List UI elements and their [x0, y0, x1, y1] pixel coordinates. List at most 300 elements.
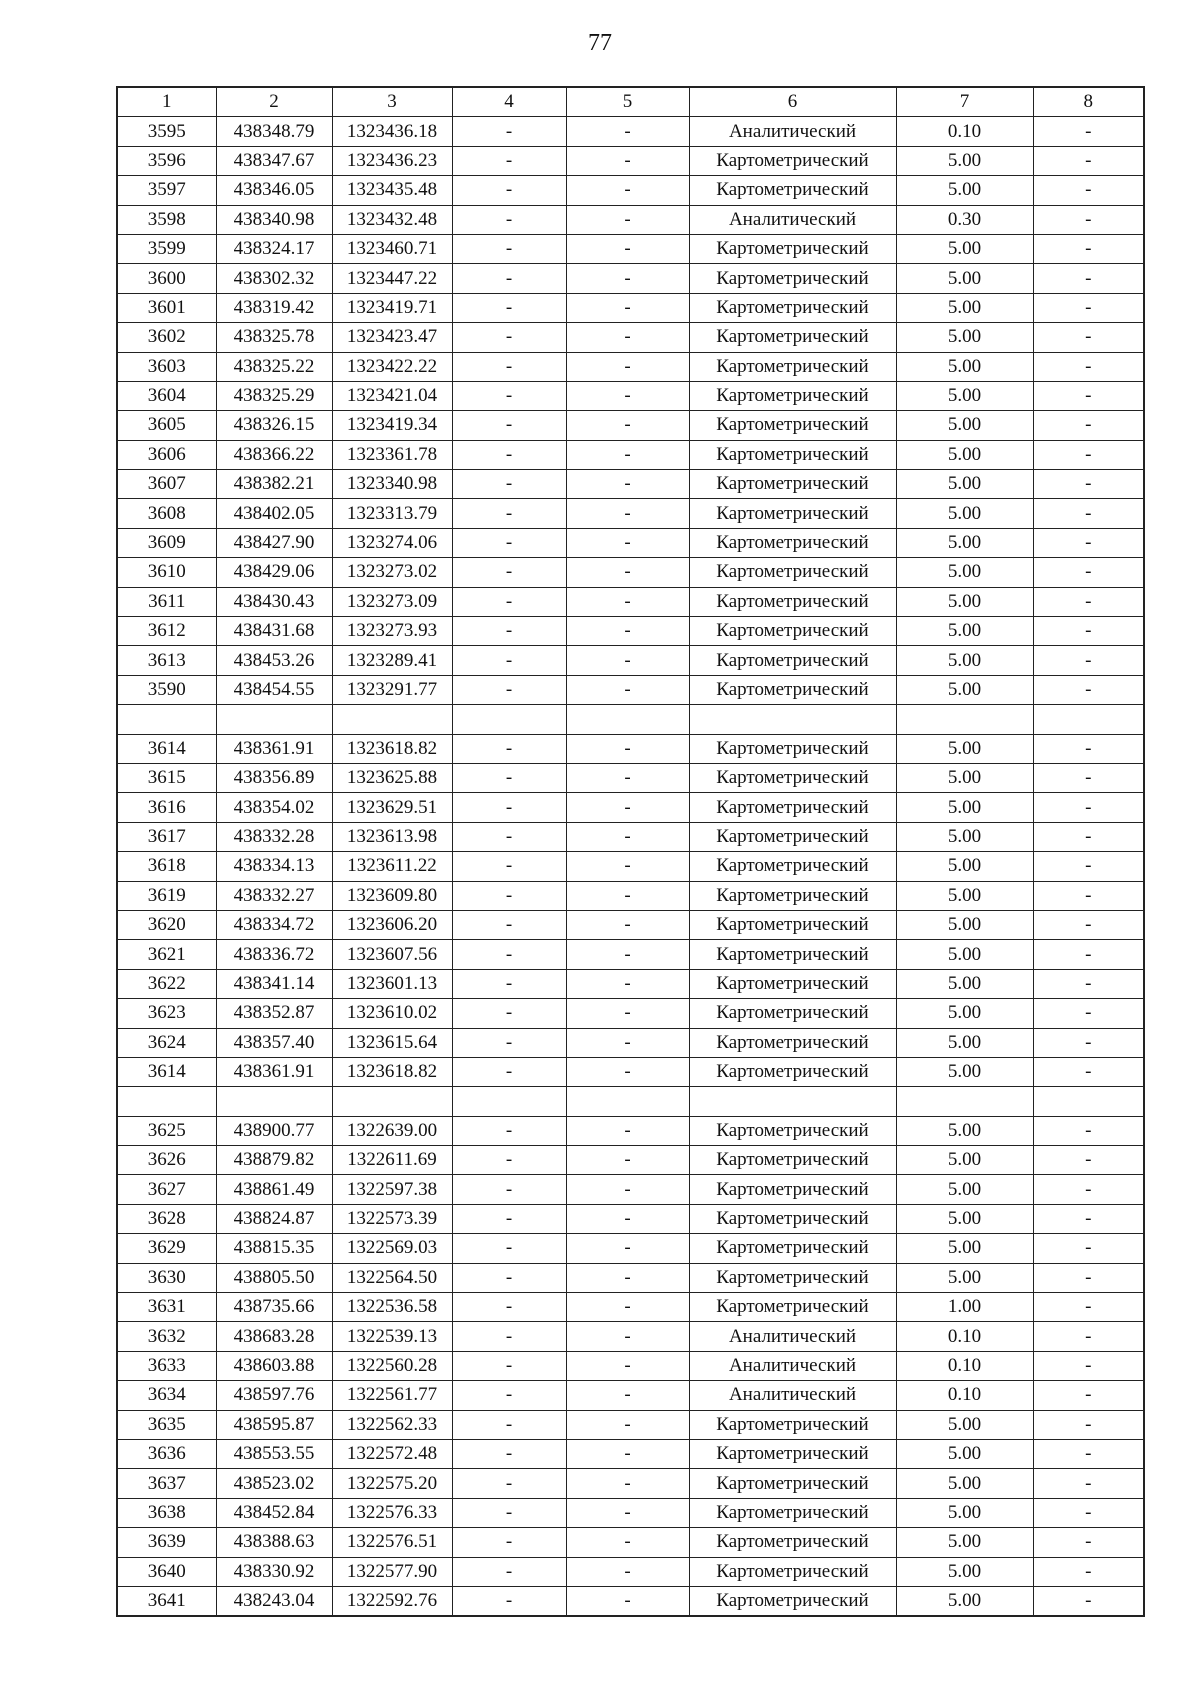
coordinates-table: [116, 86, 1145, 1617]
cell-coord-y: 1323460.71: [332, 234, 452, 263]
table-row: [117, 234, 1144, 263]
cell-point-number: 3617: [117, 822, 216, 851]
cell-col-8: -: [1033, 381, 1144, 410]
cell-col-8: -: [1033, 969, 1144, 998]
cell-coord-y: [332, 705, 452, 734]
cell-point-number: [117, 1087, 216, 1116]
cell-method: Картометрический: [689, 881, 896, 910]
cell-col-4: -: [452, 1028, 566, 1057]
cell-method: Картометрический: [689, 146, 896, 175]
cell-col-4: -: [452, 323, 566, 352]
cell-coord-x: 438336.72: [216, 940, 332, 969]
table-row: [117, 763, 1144, 792]
cell-col-8: -: [1033, 793, 1144, 822]
cell-col-8: -: [1033, 176, 1144, 205]
cell-accuracy: 5.00: [896, 734, 1033, 763]
cell-col-5: -: [566, 852, 689, 881]
cell-coord-y: 1322576.33: [332, 1498, 452, 1527]
table-row: [117, 558, 1144, 587]
cell-col-5: -: [566, 381, 689, 410]
cell-col-4: -: [452, 646, 566, 675]
cell-col-5: -: [566, 323, 689, 352]
cell-point-number: 3598: [117, 205, 216, 234]
cell-col-4: -: [452, 1557, 566, 1586]
cell-accuracy: 5.00: [896, 440, 1033, 469]
cell-col-8: -: [1033, 146, 1144, 175]
cell-point-number: 3597: [117, 176, 216, 205]
cell-coord-y: 1322569.03: [332, 1234, 452, 1263]
cell-accuracy: 5.00: [896, 381, 1033, 410]
cell-col-8: -: [1033, 1293, 1144, 1322]
table-row: [117, 1116, 1144, 1145]
cell-coord-y: 1323423.47: [332, 323, 452, 352]
cell-col-5: -: [566, 734, 689, 763]
cell-coord-x: 438805.50: [216, 1263, 332, 1292]
cell-col-8: -: [1033, 881, 1144, 910]
cell-coord-x: 438332.27: [216, 881, 332, 910]
cell-col-8: -: [1033, 205, 1144, 234]
table-row: [117, 176, 1144, 205]
cell-coord-x: 438334.13: [216, 852, 332, 881]
cell-coord-x: 438427.90: [216, 528, 332, 557]
cell-method: Картометрический: [689, 1469, 896, 1498]
cell-col-8: -: [1033, 1263, 1144, 1292]
cell-accuracy: [896, 705, 1033, 734]
cell-coord-x: 438366.22: [216, 440, 332, 469]
cell-col-4: [452, 1087, 566, 1116]
cell-accuracy: 0.10: [896, 1351, 1033, 1380]
cell-coord-x: 438354.02: [216, 793, 332, 822]
cell-col-5: [566, 705, 689, 734]
cell-col-5: -: [566, 234, 689, 263]
cell-col-5: -: [566, 881, 689, 910]
cell-coord-x: 438346.05: [216, 176, 332, 205]
cell-col-5: -: [566, 146, 689, 175]
cell-col-8: -: [1033, 1234, 1144, 1263]
cell-coord-y: 1322536.58: [332, 1293, 452, 1322]
cell-method: Картометрический: [689, 940, 896, 969]
cell-point-number: 3590: [117, 675, 216, 704]
cell-col-4: -: [452, 1293, 566, 1322]
cell-accuracy: 5.00: [896, 558, 1033, 587]
cell-coord-y: 1323432.48: [332, 205, 452, 234]
cell-point-number: 3610: [117, 558, 216, 587]
cell-col-4: -: [452, 1175, 566, 1204]
table-row: [117, 117, 1144, 146]
cell-coord-y: 1323613.98: [332, 822, 452, 851]
cell-col-8: -: [1033, 528, 1144, 557]
cell-col-8: -: [1033, 1528, 1144, 1557]
cell-col-5: -: [566, 499, 689, 528]
cell-accuracy: 5.00: [896, 293, 1033, 322]
cell-col-8: -: [1033, 675, 1144, 704]
table-row: [117, 1028, 1144, 1057]
cell-coord-x: 438357.40: [216, 1028, 332, 1057]
cell-col-4: -: [452, 528, 566, 557]
cell-method: Картометрический: [689, 763, 896, 792]
cell-accuracy: 5.00: [896, 881, 1033, 910]
table-row: [117, 1498, 1144, 1527]
table-row: [117, 881, 1144, 910]
cell-method: Картометрический: [689, 587, 896, 616]
cell-coord-x: 438334.72: [216, 910, 332, 939]
cell-coord-y: 1323436.18: [332, 117, 452, 146]
table-row: [117, 969, 1144, 998]
cell-point-number: 3615: [117, 763, 216, 792]
cell-method: Аналитический: [689, 1322, 896, 1351]
cell-coord-y: 1323615.64: [332, 1028, 452, 1057]
cell-col-4: -: [452, 1234, 566, 1263]
cell-col-4: -: [452, 381, 566, 410]
cell-coord-y: 1323274.06: [332, 528, 452, 557]
cell-col-5: -: [566, 264, 689, 293]
cell-col-8: -: [1033, 617, 1144, 646]
table-row: [117, 205, 1144, 234]
cell-coord-x: 438453.26: [216, 646, 332, 675]
cell-col-8: -: [1033, 1116, 1144, 1145]
cell-col-4: -: [452, 881, 566, 910]
cell-col-8: -: [1033, 352, 1144, 381]
cell-accuracy: 5.00: [896, 1057, 1033, 1086]
cell-point-number: 3596: [117, 146, 216, 175]
cell-method: Картометрический: [689, 1028, 896, 1057]
cell-col-5: -: [566, 205, 689, 234]
cell-col-8: -: [1033, 1204, 1144, 1233]
cell-col-4: -: [452, 763, 566, 792]
table-row: [117, 1293, 1144, 1322]
cell-coord-y: 1322564.50: [332, 1263, 452, 1292]
cell-col-4: -: [452, 499, 566, 528]
cell-point-number: 3625: [117, 1116, 216, 1145]
cell-coord-y: 1323610.02: [332, 999, 452, 1028]
header-cell-6: 6: [689, 87, 896, 117]
cell-point-number: 3600: [117, 264, 216, 293]
cell-col-8: -: [1033, 1498, 1144, 1527]
cell-method: Картометрический: [689, 234, 896, 263]
cell-coord-x: 438326.15: [216, 411, 332, 440]
table-row: [117, 499, 1144, 528]
table-separator-row: [117, 705, 1144, 734]
cell-point-number: 3632: [117, 1322, 216, 1351]
cell-col-8: -: [1033, 1410, 1144, 1439]
cell-coord-x: 438347.67: [216, 146, 332, 175]
cell-point-number: 3621: [117, 940, 216, 969]
cell-method: Картометрический: [689, 617, 896, 646]
cell-coord-y: 1322573.39: [332, 1204, 452, 1233]
cell-coord-y: [332, 1087, 452, 1116]
page-number: 77: [588, 30, 612, 56]
cell-point-number: 3603: [117, 352, 216, 381]
cell-col-4: -: [452, 910, 566, 939]
cell-col-4: -: [452, 587, 566, 616]
cell-col-4: -: [452, 176, 566, 205]
cell-coord-y: 1323436.23: [332, 146, 452, 175]
cell-col-4: -: [452, 1586, 566, 1616]
table-row: [117, 793, 1144, 822]
table-row: [117, 1234, 1144, 1263]
cell-coord-y: 1323618.82: [332, 1057, 452, 1086]
cell-method: Картометрический: [689, 1057, 896, 1086]
cell-col-4: -: [452, 411, 566, 440]
cell-col-4: -: [452, 1116, 566, 1145]
cell-coord-x: [216, 705, 332, 734]
cell-method: Аналитический: [689, 1381, 896, 1410]
cell-col-8: -: [1033, 1381, 1144, 1410]
cell-col-4: -: [452, 999, 566, 1028]
cell-col-5: -: [566, 411, 689, 440]
cell-coord-x: 438330.92: [216, 1557, 332, 1586]
cell-coord-x: 438454.55: [216, 675, 332, 704]
cell-coord-x: 438900.77: [216, 1116, 332, 1145]
cell-coord-y: 1322592.76: [332, 1586, 452, 1616]
cell-coord-y: 1323601.13: [332, 969, 452, 998]
cell-point-number: 3619: [117, 881, 216, 910]
cell-coord-y: 1323611.22: [332, 852, 452, 881]
cell-col-4: -: [452, 205, 566, 234]
cell-point-number: 3630: [117, 1263, 216, 1292]
cell-col-5: -: [566, 1557, 689, 1586]
cell-point-number: 3618: [117, 852, 216, 881]
cell-point-number: 3604: [117, 381, 216, 410]
cell-accuracy: 5.00: [896, 1498, 1033, 1527]
cell-col-8: -: [1033, 852, 1144, 881]
cell-method: Картометрический: [689, 1204, 896, 1233]
cell-col-5: -: [566, 293, 689, 322]
table-row: [117, 617, 1144, 646]
cell-col-8: -: [1033, 293, 1144, 322]
cell-col-8: -: [1033, 587, 1144, 616]
table-header: [117, 87, 1144, 117]
cell-coord-x: 438341.14: [216, 969, 332, 998]
cell-accuracy: 5.00: [896, 1528, 1033, 1557]
cell-accuracy: 5.00: [896, 411, 1033, 440]
cell-col-8: -: [1033, 763, 1144, 792]
table-row: [117, 734, 1144, 763]
cell-col-5: -: [566, 940, 689, 969]
cell-col-8: -: [1033, 646, 1144, 675]
cell-method: Картометрический: [689, 470, 896, 499]
cell-method: Картометрический: [689, 1410, 896, 1439]
cell-col-4: -: [452, 1498, 566, 1527]
table-row: [117, 1351, 1144, 1380]
cell-coord-x: 438861.49: [216, 1175, 332, 1204]
table-row: [117, 1057, 1144, 1086]
cell-col-4: -: [452, 440, 566, 469]
cell-col-5: -: [566, 1116, 689, 1145]
cell-accuracy: 5.00: [896, 1263, 1033, 1292]
cell-point-number: [117, 705, 216, 734]
cell-col-8: -: [1033, 734, 1144, 763]
table-row: [117, 587, 1144, 616]
cell-col-4: -: [452, 969, 566, 998]
table-row: [117, 264, 1144, 293]
table-row: [117, 323, 1144, 352]
cell-col-8: -: [1033, 1557, 1144, 1586]
cell-col-4: -: [452, 1469, 566, 1498]
cell-col-4: -: [452, 1204, 566, 1233]
cell-coord-y: 1323340.98: [332, 470, 452, 499]
cell-col-5: -: [566, 999, 689, 1028]
cell-accuracy: 5.00: [896, 852, 1033, 881]
cell-col-8: -: [1033, 1028, 1144, 1057]
cell-coord-y: 1322576.51: [332, 1528, 452, 1557]
cell-coord-y: 1322572.48: [332, 1439, 452, 1468]
table-row: [117, 411, 1144, 440]
header-cell-1: 1: [117, 87, 216, 117]
table-row: [117, 1410, 1144, 1439]
cell-col-5: -: [566, 969, 689, 998]
cell-coord-x: 438553.55: [216, 1439, 332, 1468]
cell-accuracy: 5.00: [896, 1204, 1033, 1233]
cell-coord-y: 1322577.90: [332, 1557, 452, 1586]
cell-coord-x: 438597.76: [216, 1381, 332, 1410]
cell-col-5: -: [566, 1439, 689, 1468]
cell-coord-y: 1323273.09: [332, 587, 452, 616]
cell-accuracy: 5.00: [896, 940, 1033, 969]
cell-col-4: -: [452, 1381, 566, 1410]
cell-accuracy: 5.00: [896, 1234, 1033, 1263]
table-row: [117, 1263, 1144, 1292]
cell-point-number: 3629: [117, 1234, 216, 1263]
cell-method: [689, 1087, 896, 1116]
table-row: [117, 470, 1144, 499]
cell-col-8: -: [1033, 117, 1144, 146]
cell-col-5: [566, 1087, 689, 1116]
table-row: [117, 293, 1144, 322]
cell-coord-y: 1323419.34: [332, 411, 452, 440]
cell-method: Картометрический: [689, 910, 896, 939]
table-row: [117, 1586, 1144, 1616]
cell-col-8: -: [1033, 940, 1144, 969]
cell-coord-x: 438325.78: [216, 323, 332, 352]
cell-coord-x: 438815.35: [216, 1234, 332, 1263]
cell-method: Картометрический: [689, 293, 896, 322]
cell-point-number: 3614: [117, 734, 216, 763]
cell-coord-y: 1323273.02: [332, 558, 452, 587]
cell-coord-x: 438523.02: [216, 1469, 332, 1498]
cell-point-number: 3614: [117, 1057, 216, 1086]
cell-coord-y: 1322562.33: [332, 1410, 452, 1439]
cell-method: Картометрический: [689, 352, 896, 381]
header-row: [117, 87, 1144, 117]
cell-col-4: [452, 705, 566, 734]
header-cell-3: 3: [332, 87, 452, 117]
cell-col-8: -: [1033, 1322, 1144, 1351]
cell-col-5: -: [566, 1586, 689, 1616]
cell-method: Аналитический: [689, 1351, 896, 1380]
table-row: [117, 1528, 1144, 1557]
cell-coord-x: 438429.06: [216, 558, 332, 587]
cell-col-8: -: [1033, 470, 1144, 499]
cell-accuracy: 5.00: [896, 1469, 1033, 1498]
cell-point-number: 3627: [117, 1175, 216, 1204]
cell-col-5: -: [566, 117, 689, 146]
cell-col-4: -: [452, 1351, 566, 1380]
cell-coord-x: 438430.43: [216, 587, 332, 616]
cell-col-4: -: [452, 1528, 566, 1557]
cell-col-8: -: [1033, 910, 1144, 939]
cell-coord-y: 1322639.00: [332, 1116, 452, 1145]
cell-coord-y: 1323419.71: [332, 293, 452, 322]
header-cell-5: 5: [566, 87, 689, 117]
cell-coord-x: 438361.91: [216, 1057, 332, 1086]
cell-point-number: 3601: [117, 293, 216, 322]
cell-point-number: 3636: [117, 1439, 216, 1468]
table-row: [117, 852, 1144, 881]
table-row: [117, 1439, 1144, 1468]
table-row: [117, 1322, 1144, 1351]
cell-col-5: -: [566, 1469, 689, 1498]
cell-method: Картометрический: [689, 323, 896, 352]
header-cell-4: 4: [452, 87, 566, 117]
cell-col-8: -: [1033, 558, 1144, 587]
cell-point-number: 3609: [117, 528, 216, 557]
cell-coord-x: 438356.89: [216, 763, 332, 792]
cell-accuracy: 5.00: [896, 587, 1033, 616]
cell-accuracy: 5.00: [896, 264, 1033, 293]
cell-col-4: -: [452, 1146, 566, 1175]
cell-col-4: -: [452, 558, 566, 587]
cell-col-8: -: [1033, 1586, 1144, 1616]
cell-accuracy: 5.00: [896, 617, 1033, 646]
cell-method: Картометрический: [689, 176, 896, 205]
cell-coord-x: 438324.17: [216, 234, 332, 263]
cell-method: Картометрический: [689, 558, 896, 587]
cell-col-4: -: [452, 675, 566, 704]
cell-col-4: -: [452, 734, 566, 763]
cell-method: Картометрический: [689, 499, 896, 528]
cell-coord-y: 1323273.93: [332, 617, 452, 646]
cell-coord-x: 438340.98: [216, 205, 332, 234]
cell-point-number: 3595: [117, 117, 216, 146]
cell-method: Картометрический: [689, 1175, 896, 1204]
cell-method: Картометрический: [689, 1146, 896, 1175]
cell-col-8: -: [1033, 1057, 1144, 1086]
cell-col-4: -: [452, 293, 566, 322]
cell-accuracy: 0.10: [896, 1381, 1033, 1410]
cell-coord-x: 438824.87: [216, 1204, 332, 1233]
cell-col-4: -: [452, 234, 566, 263]
cell-coord-x: 438243.04: [216, 1586, 332, 1616]
cell-col-5: -: [566, 1351, 689, 1380]
cell-point-number: 3631: [117, 1293, 216, 1322]
table-row: [117, 1146, 1144, 1175]
table-row: [117, 381, 1144, 410]
cell-coord-x: 438452.84: [216, 1498, 332, 1527]
cell-col-5: -: [566, 528, 689, 557]
cell-method: Аналитический: [689, 205, 896, 234]
cell-point-number: 3641: [117, 1586, 216, 1616]
cell-col-5: -: [566, 587, 689, 616]
cell-coord-y: 1323609.80: [332, 881, 452, 910]
cell-accuracy: 5.00: [896, 323, 1033, 352]
cell-col-4: -: [452, 146, 566, 175]
cell-coord-x: 438735.66: [216, 1293, 332, 1322]
cell-coord-y: 1322561.77: [332, 1381, 452, 1410]
cell-accuracy: 5.00: [896, 793, 1033, 822]
cell-col-8: -: [1033, 1351, 1144, 1380]
cell-accuracy: 0.10: [896, 1322, 1033, 1351]
cell-col-5: -: [566, 822, 689, 851]
cell-col-4: -: [452, 940, 566, 969]
cell-col-8: -: [1033, 264, 1144, 293]
table-row: [117, 1469, 1144, 1498]
cell-coord-x: 438388.63: [216, 1528, 332, 1557]
table-separator-row: [117, 1087, 1144, 1116]
cell-col-5: -: [566, 1381, 689, 1410]
cell-method: Картометрический: [689, 1439, 896, 1468]
cell-method: Картометрический: [689, 1498, 896, 1527]
